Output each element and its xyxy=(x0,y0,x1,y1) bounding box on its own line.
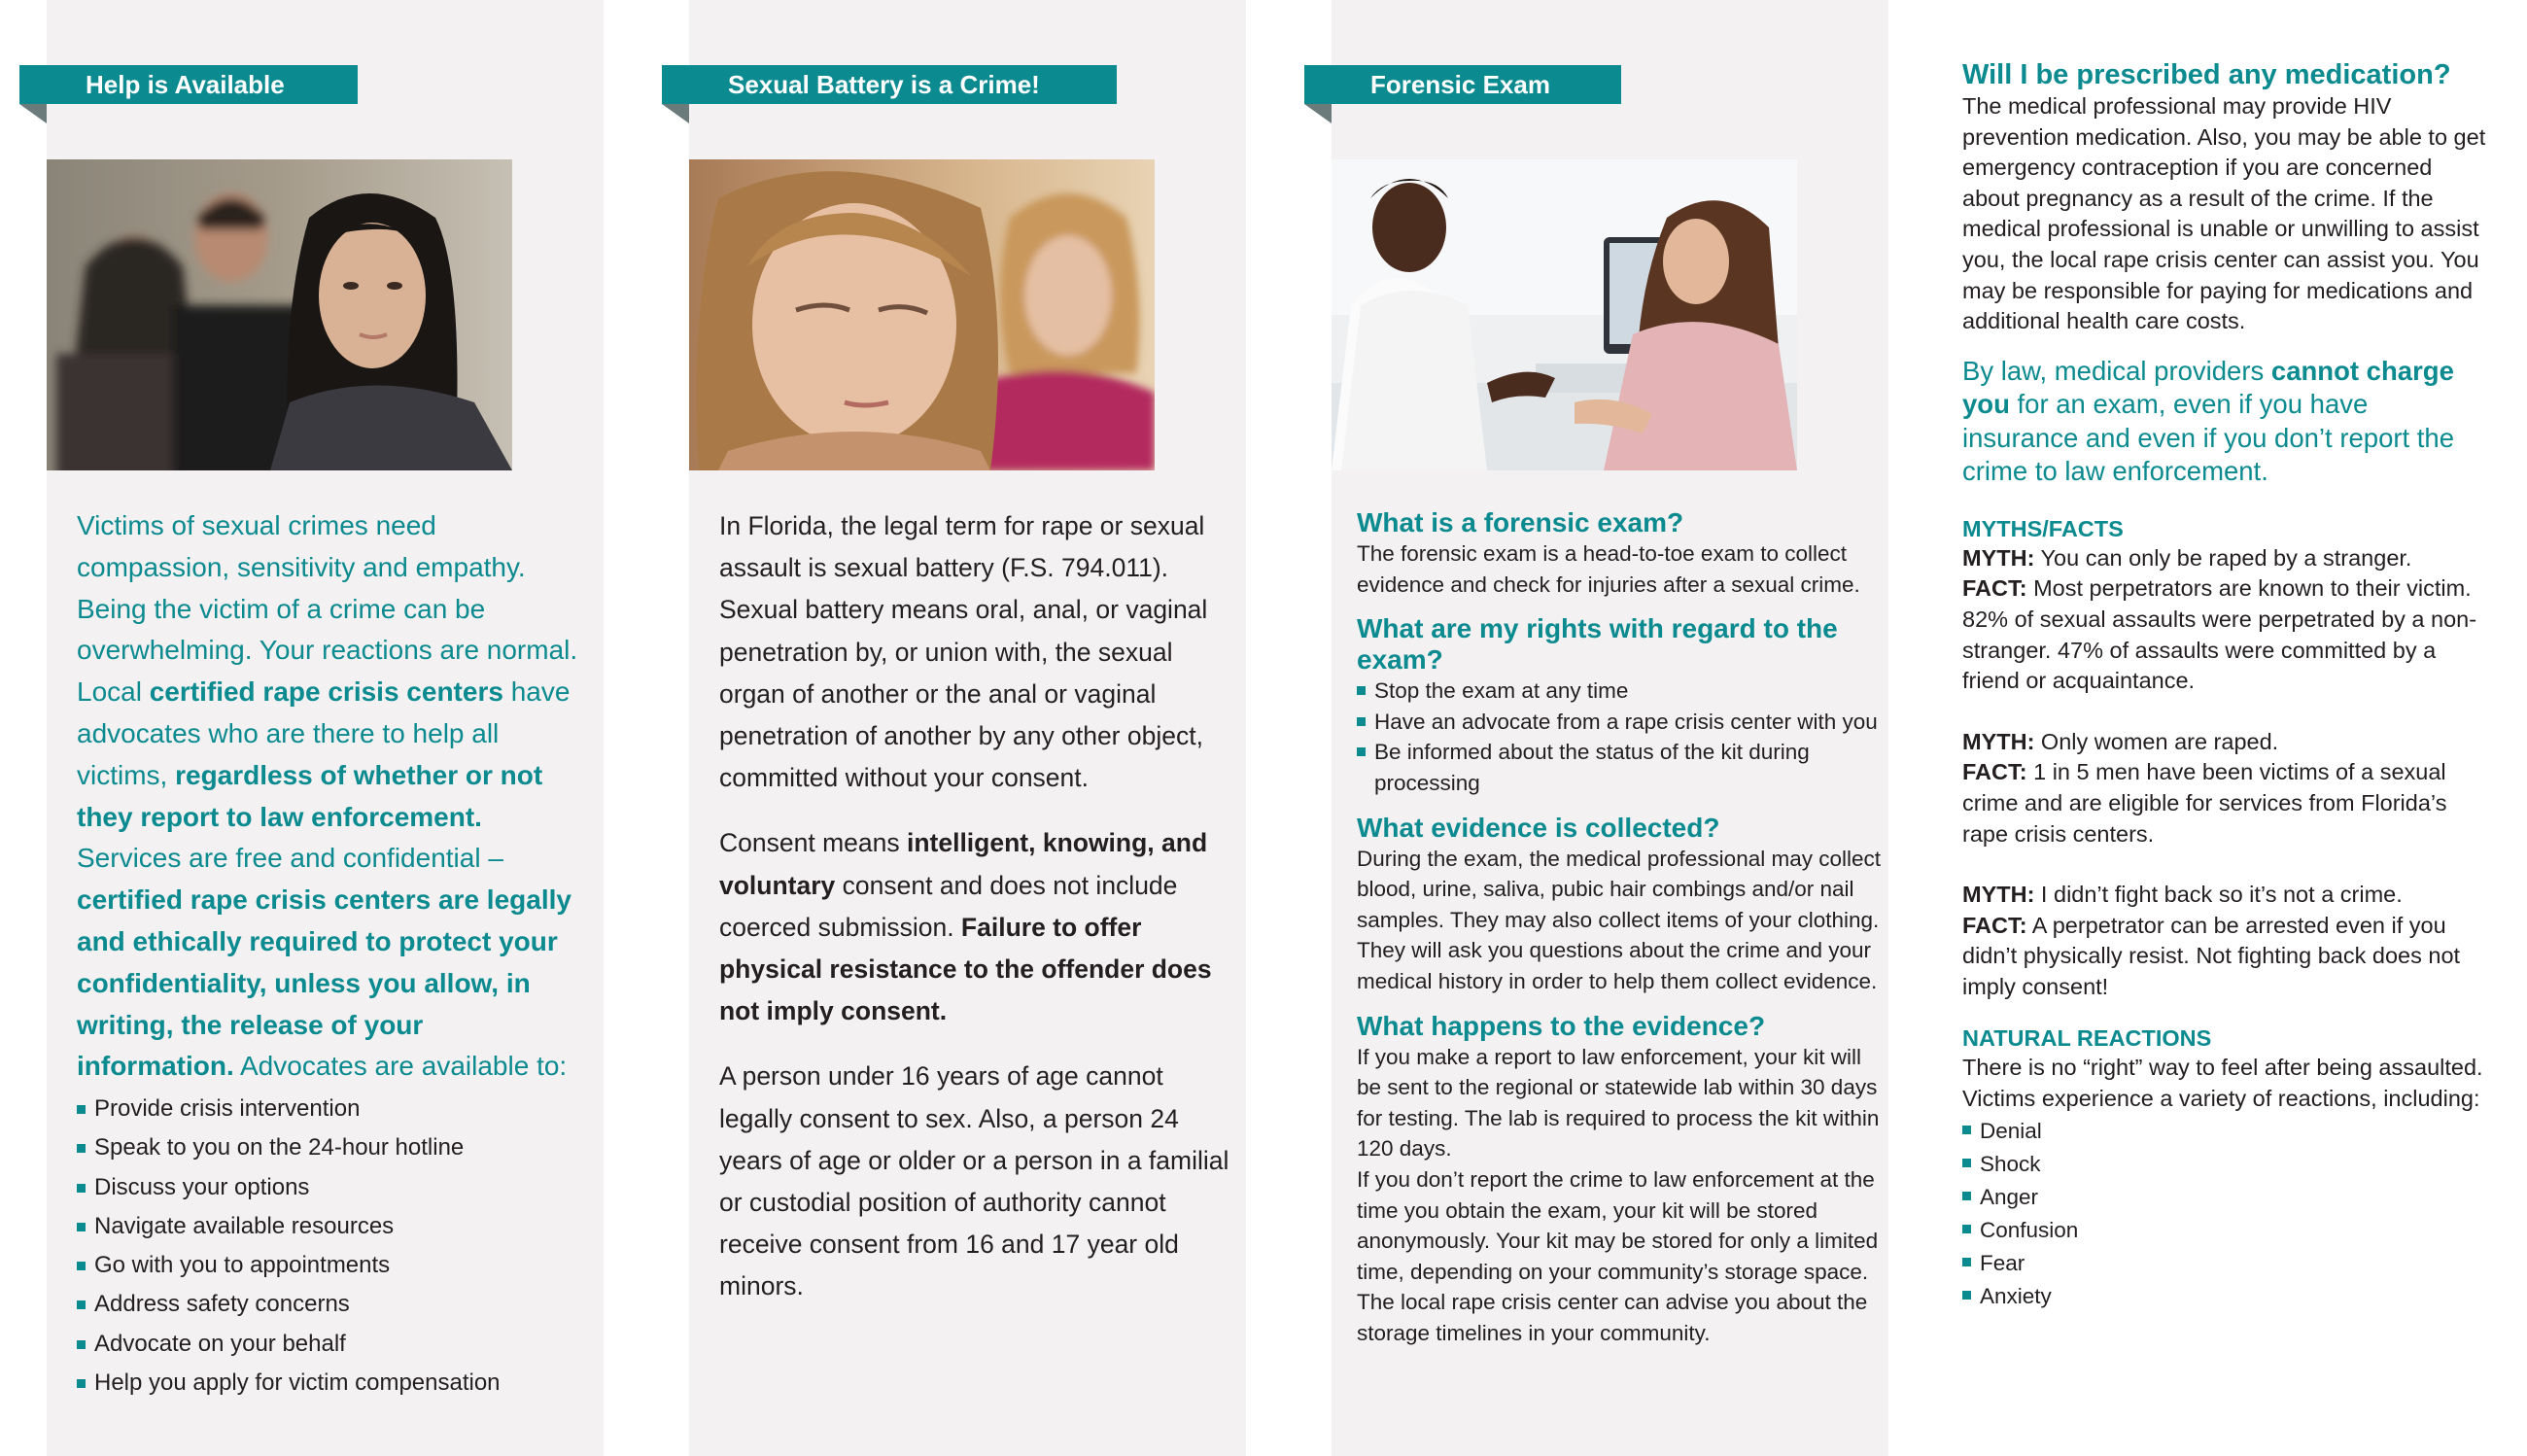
list-item: Advocate on your behalf xyxy=(77,1325,582,1364)
question-heading: What happens to the evidence? xyxy=(1357,1010,1766,1041)
consent-bold-segment: Failure to offer physical resistance to the offender does not imply consent. xyxy=(719,912,1212,1026)
intro-bold-segment: regardless of whether or not they report to law enforcement. xyxy=(77,759,543,832)
banner-fold xyxy=(1304,104,1332,123)
photo-doctor-with-patient xyxy=(1332,159,1797,470)
natural-reactions-heading: NATURAL REACTIONS xyxy=(1962,1025,2212,1052)
question-heading: Will I be prescribed any medication? xyxy=(1962,59,2451,90)
law-text-segment: for an exam, even if you have insurance and even if you don’t report the crime to law enforcement. xyxy=(1962,389,2455,487)
list-item: Go with you to appointments xyxy=(77,1246,582,1285)
list-item: Provide crisis intervention xyxy=(77,1090,582,1128)
intro-text-segment: Advocates are available to: xyxy=(233,1051,568,1082)
myth-text: I didn’t fight back so it’s not a crime. xyxy=(2034,882,2403,908)
list-item: Confusion xyxy=(1962,1214,2487,1247)
fact-label: FACT: xyxy=(1962,912,2027,938)
intro-text-segment: Victims of sexual crimes need compassion, sensitivity and empathy. Being the victim of a crime can be overwhelming. Your reactions are normal. Local xyxy=(77,510,578,708)
banner-fold xyxy=(19,104,47,123)
myth-text: You can only be raped by a stranger. xyxy=(2034,544,2412,571)
banner-forensic-exam: Forensic Exam xyxy=(1304,65,1621,104)
banner-sexual-battery: Sexual Battery is a Crime! xyxy=(662,65,1117,104)
list-item: Address safety concerns xyxy=(77,1285,582,1324)
myth-label: MYTH: xyxy=(1962,728,2035,754)
list-item: Anxiety xyxy=(1962,1280,2487,1313)
rights-list xyxy=(1357,676,1882,798)
consent-paragraph xyxy=(719,822,1234,1032)
intro-bold-segment: certified rape crisis centers are legally and ethically required to protect your confidentiality, unless you allow, in writing, the release of your information. xyxy=(77,884,571,1082)
reactions-intro: There is no “right” way to feel after being assaulted. Victims experience a variety of reactions, including: xyxy=(1962,1055,2483,1112)
answer-text: The medical professional may provide HIV prevention medication. Also, you may be able to get emergency contraception if you are concerned about pregnancy as a result of the crime. If the medical professional is unable or unwilling to assist you, the local rape crisis center can assist you. You may be responsible for paying for medications and additional health care costs. xyxy=(1962,93,2486,334)
list-item: Shock xyxy=(1962,1148,2487,1181)
consent-text-segment: Consent means xyxy=(719,828,907,858)
law-text-segment: By law, medical providers xyxy=(1962,355,2271,386)
list-item: Stop the exam at any time xyxy=(1357,676,1882,707)
fact-text: A perpetrator can be arrested even if you didn’t physically resist. Not fighting back does not imply consent! xyxy=(1962,912,2461,999)
myth-text: Only women are raped. xyxy=(2034,728,2279,754)
intro-bold-segment: certified rape crisis centers xyxy=(149,676,503,708)
question-heading: What evidence is collected? xyxy=(1357,812,1720,843)
law-bold-segment: cannot charge you xyxy=(1962,355,2454,420)
intro-text-segment: have advocates who are there to help all victims, xyxy=(77,676,571,790)
question-heading: What are my rights with regard to the exam? xyxy=(1357,613,1838,676)
sexual-battery-text xyxy=(719,505,1234,1332)
photo-concerned-woman xyxy=(689,159,1155,470)
fact-label: FACT: xyxy=(1962,575,2027,602)
photo-young-woman-with-people xyxy=(47,159,512,470)
answer-text: If you make a report to law enforcement, your kit will be sent to the regional or statewide lab within 30 days for testing. The lab is required to process the kit within 120 days. xyxy=(1357,1044,1880,1161)
answer-text: During the exam, the medical professional may collect blood, urine, saliva, pubic hair combings and/or nail samples. They may also collect items of your clothing. They will ask you questions about the crime and your medical history in order to help them collect evidence. xyxy=(1357,846,1882,993)
list-item: Fear xyxy=(1962,1247,2487,1280)
reactions-list xyxy=(1962,1115,2487,1313)
help-intro-text xyxy=(77,505,582,1088)
list-item: Speak to you on the 24-hour hotline xyxy=(77,1128,582,1167)
answer-text: The forensic exam is a head-to-toe exam to collect evidence and check for injuries after a sexual crime. xyxy=(1357,541,1860,597)
myths-facts-heading: MYTHS/FACTS xyxy=(1962,515,2124,541)
intro-text-segment: Services are free and confidential – xyxy=(77,843,503,874)
age-of-consent-paragraph: A person under 16 years of age cannot legally consent to sex. Also, a person 24 years of age or older or a person in a familial or custodial position of authority cannot receive consent from 16 and 17 year old minors. xyxy=(719,1061,1229,1301)
banner-help-available: Help is Available xyxy=(19,65,358,104)
consent-bold-segment: intelligent, knowing, and voluntary xyxy=(719,828,1208,900)
myth-label: MYTH: xyxy=(1962,544,2035,571)
list-item: Help you apply for victim compensation xyxy=(77,1364,582,1403)
list-item: Be informed about the status of the kit during processing xyxy=(1357,737,1882,798)
list-item: Discuss your options xyxy=(77,1168,582,1207)
list-item: Have an advocate from a rape crisis center with you xyxy=(1357,707,1882,738)
answer-text: If you don’t report the crime to law enforcement at the time you obtain the exam, your kit will be stored anonymously. Your kit may be stored for only a limited time, depending on your community’s storage space. The local rape crisis center can advise you about the storage timelines in your community. xyxy=(1357,1166,1879,1345)
fact-text: Most perpetrators are known to their victim. 82% of sexual assaults were perpetrated by a non-stranger. 47% of assaults were committed by a friend or acquaintance. xyxy=(1962,575,2477,694)
myth-label: MYTH: xyxy=(1962,882,2035,908)
myth-fact-pair xyxy=(1962,543,2487,697)
definition-paragraph: In Florida, the legal term for rape or sexual assault is sexual battery (F.S. 794.011). Sexual battery means oral, anal, or vaginal penetration by, or union with, the sexual organ of another or the anal or vaginal penetration of another by any other object, committed without your consent. xyxy=(719,511,1208,793)
banner-fold xyxy=(662,104,689,123)
list-item: Denial xyxy=(1962,1115,2487,1148)
question-heading: What is a forensic exam? xyxy=(1357,507,1684,537)
myth-fact-pair xyxy=(1962,727,2487,849)
forensic-exam-text xyxy=(1357,507,1882,1348)
list-item: Anger xyxy=(1962,1181,2487,1214)
fact-text: 1 in 5 men have been victims of a sexual crime and are eligible for services from Florida’s rape crisis centers. xyxy=(1962,759,2447,847)
medication-myths-text xyxy=(1962,58,2487,1313)
advocate-services-list xyxy=(77,1090,582,1403)
fact-label: FACT: xyxy=(1962,759,2027,785)
consent-text-segment: consent and does not include coerced submission. xyxy=(719,870,1178,942)
list-item: Navigate available resources xyxy=(77,1207,582,1246)
myth-fact-pair xyxy=(1962,880,2487,1002)
law-notice xyxy=(1962,355,2487,489)
